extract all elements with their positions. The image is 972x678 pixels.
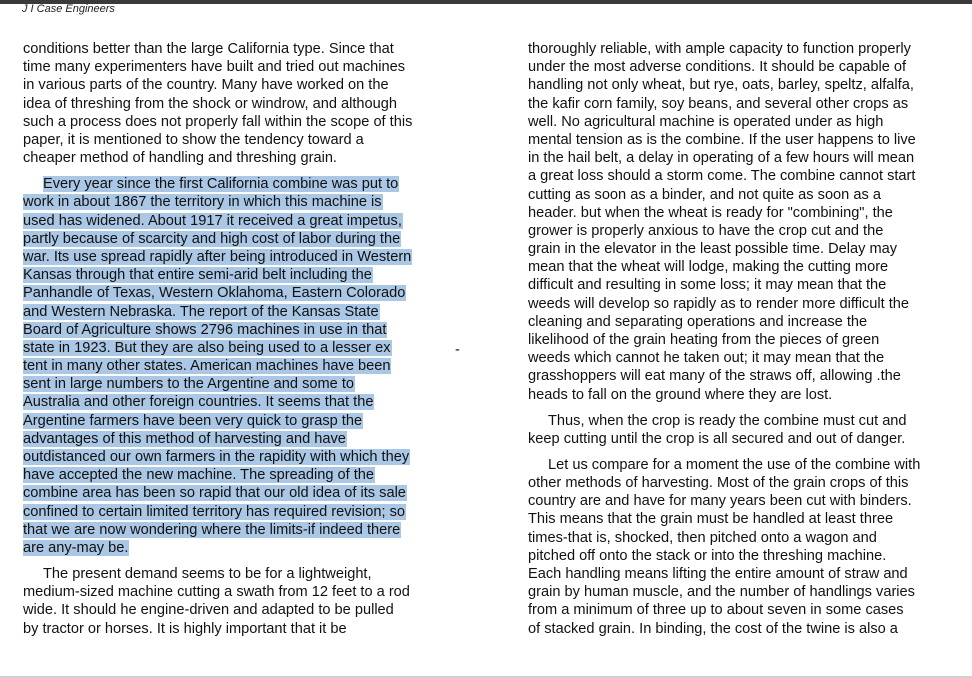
- paragraph-left-1: [23, 40, 463, 167]
- text-line: [528, 295, 964, 313]
- paragraph-right-2: [528, 412, 964, 448]
- text-line-content: Let us compare for a moment the use of the combine with: [548, 456, 921, 473]
- text-line: [23, 266, 463, 284]
- text-line: [528, 547, 964, 565]
- text-line-content: of stacked grain. In binding, the cost of the twine is also a: [528, 620, 898, 637]
- text-line: [23, 284, 463, 302]
- text-line-content: difficult and resulting in some loss; it may mean that the: [528, 277, 887, 294]
- text-line: [23, 430, 463, 448]
- text-line-content: are any-may be.: [23, 539, 129, 556]
- text-line: [23, 131, 463, 149]
- text-line: [23, 248, 463, 266]
- text-line: [23, 583, 463, 601]
- text-line-content: cheaper method of handling and threshing grain.: [23, 150, 337, 167]
- text-line-content: and Western Nebraska. The report of the Kansas State: [23, 303, 379, 320]
- text-line-content: state in 1923. But they are also being used to a lesser ex: [23, 339, 391, 356]
- paragraph-left-2-selected[interactable]: [23, 175, 463, 557]
- text-line-content: cutting as soon as a binder, and not quite as soon as a: [528, 186, 881, 203]
- text-line: [23, 375, 463, 393]
- text-line: [23, 321, 463, 339]
- text-line-content: combine area has been so rapid that our old idea of its sale: [23, 485, 406, 502]
- text-line: [23, 466, 463, 484]
- text-line-content: under the most adverse conditions. It should be capable of: [528, 59, 907, 76]
- stray-hyphen-mark: -: [455, 342, 460, 358]
- text-line-content: heads to fall on the ground where they are lost.: [528, 386, 833, 403]
- text-line-content: keep cutting until the crop is all secured and out of danger.: [528, 430, 906, 447]
- text-line-content: This means that the grain must be handled at least three: [528, 511, 894, 528]
- text-line: [23, 58, 463, 76]
- text-line-content: country are and have for many years been cut with binders.: [528, 493, 912, 510]
- text-line-content: advantages of this method of harvesting and have: [23, 430, 346, 447]
- text-line: [23, 448, 463, 466]
- text-line: [23, 503, 463, 521]
- text-line-content: war. Its use spread rapidly after being introduced in Western: [23, 248, 412, 265]
- text-line: [23, 412, 463, 430]
- text-line: [23, 230, 463, 248]
- text-line: [528, 456, 964, 474]
- text-line-content: outdistanced our own farmers in the rapidity with which they: [23, 449, 410, 466]
- text-line-content: work in about 1867 the territory in which this machine is: [23, 194, 382, 211]
- text-line-content: partly because of scarcity and high cost of labor during the: [23, 230, 401, 247]
- top-border: [0, 0, 972, 4]
- text-line-content: grower is properly anxious to have the crop cut and the: [528, 222, 884, 239]
- left-text-column: [23, 40, 463, 638]
- text-line-content: pitched off onto the stack or into the threshing machine.: [528, 547, 887, 564]
- paragraph-right-1: [528, 40, 964, 404]
- text-line-content: cleaning and separating operations and increase the: [528, 313, 868, 330]
- text-line-content: time many experimenters have built and tried out machines: [23, 59, 406, 76]
- text-line: [528, 430, 964, 448]
- text-line: [23, 484, 463, 502]
- text-line-content: Each handling means lifting the entire amount of straw and: [528, 566, 908, 583]
- text-line: [528, 331, 964, 349]
- text-line: [528, 204, 964, 222]
- text-line-content: Australia and other foreign countries. It seems that the: [23, 394, 374, 411]
- text-line-content: paper, it is mentioned to show the tendency toward a: [23, 131, 364, 148]
- text-line: [528, 113, 964, 131]
- text-line: [528, 601, 964, 619]
- text-line-content: times-that is, shocked, then pitched onto a wagon and: [528, 529, 877, 546]
- text-line: [528, 76, 964, 94]
- text-line: [23, 565, 463, 583]
- text-line-content: Argentine farmers have been very quick to grasp the: [23, 412, 363, 429]
- text-line-content: conditions better than the large California type. Since that: [23, 41, 394, 57]
- text-line: [528, 240, 964, 258]
- text-line: [23, 521, 463, 539]
- text-line: [23, 339, 463, 357]
- text-line: [528, 95, 964, 113]
- text-line: [528, 167, 964, 185]
- text-line-content: idea of threshing from the shock or windrow, and although: [23, 95, 397, 112]
- text-line: [528, 510, 964, 528]
- text-line: [528, 149, 964, 167]
- text-line-content: sent in large numbers to the Argentine and some to: [23, 376, 354, 393]
- text-line-content: header. but when the wheat is ready for "combining", the: [528, 204, 893, 221]
- text-line: [528, 131, 964, 149]
- text-line-content: wide. It should he engine-driven and adapted to be pulled: [23, 602, 394, 619]
- text-line-content: Board of Agriculture shows 2796 machines in use in that: [23, 321, 387, 338]
- text-line-content: other methods of harvesting. Most of the grain crops of this: [528, 475, 909, 492]
- text-line-content: used has widened. About 1917 it received a great impetus,: [23, 212, 402, 229]
- text-line: [23, 175, 463, 193]
- text-line: [528, 620, 964, 638]
- text-line: [528, 40, 964, 58]
- text-line: [23, 95, 463, 113]
- text-line: [23, 539, 463, 557]
- text-line-content: Kansas through that entire semi-arid belt including the: [23, 267, 372, 284]
- text-line-content: medium-sized machine cutting a swath from 12 feet to a rod: [23, 584, 410, 601]
- right-text-column: [528, 40, 964, 638]
- text-line: [23, 601, 463, 619]
- text-line-content: that we are now wondering where the limits-if indeed there: [23, 521, 401, 538]
- text-line: [23, 113, 463, 131]
- paragraph-right-3: [528, 456, 964, 638]
- text-line: [23, 357, 463, 375]
- text-line: [528, 349, 964, 367]
- text-line-content: weeds which cannot he taken out; it may mean that the: [528, 350, 885, 367]
- text-line-content: Every year since the first California combine was put to: [43, 176, 399, 193]
- text-line-content: handling not only wheat, but rye, oats, barley, speltz, alfalfa,: [528, 77, 914, 94]
- text-line-content: The present demand seems to be for a lightweight,: [43, 566, 372, 583]
- text-line: [23, 393, 463, 411]
- text-line: [23, 76, 463, 94]
- text-line: [528, 258, 964, 276]
- text-line-content: mental tension as is the combine. If the user happens to live: [528, 131, 916, 148]
- text-line-content: confined to certain limited territory has required revision; so: [23, 503, 406, 520]
- text-line: [528, 186, 964, 204]
- paragraph-left-3: [23, 565, 463, 638]
- text-line-content: in various parts of the country. Many have worked on the: [23, 77, 389, 94]
- text-line-content: from a minimum of three up to about seven in some cases: [528, 602, 904, 619]
- text-line: [23, 40, 463, 58]
- text-line: [528, 276, 964, 294]
- text-line: [528, 529, 964, 547]
- text-line: [528, 313, 964, 331]
- text-line-content: Thus, when the crop is ready the combine must cut and: [548, 412, 907, 429]
- text-line: [528, 492, 964, 510]
- text-line-content: the kafir corn family, soy beans, and several other crops as: [528, 95, 909, 112]
- text-line: [528, 222, 964, 240]
- text-line-content: grain by human muscle, and the number of handlings varies: [528, 584, 915, 601]
- text-line-content: a great loss should a storm come. The combine cannot start: [528, 168, 916, 185]
- text-line: [528, 474, 964, 492]
- text-line: [528, 565, 964, 583]
- text-line: [528, 58, 964, 76]
- text-line-content: grasshoppers will eat many of the straws off, allowing .the: [528, 368, 901, 385]
- text-line-content: Panhandle of Texas, Western Oklahoma, Eastern Colorado: [23, 285, 406, 302]
- text-line: [23, 620, 463, 638]
- text-line-content: mean that the wheat will lodge, making the cutting more: [528, 259, 889, 276]
- text-line: [23, 303, 463, 321]
- text-line: [528, 583, 964, 601]
- text-line-content: have accepted the new machine. The spreading of the: [23, 467, 375, 484]
- text-line-content: tent in many other states. American machines have been: [23, 358, 391, 375]
- text-line-content: in the hail belt, a delay in operating of a few hours will mean: [528, 150, 915, 167]
- text-line-content: by tractor or horses. It is highly important that it be: [23, 620, 347, 637]
- text-line: [528, 367, 964, 385]
- text-line-content: such a process does not properly fall within the scope of this: [23, 113, 413, 130]
- text-line: [23, 193, 463, 211]
- text-line: [23, 149, 463, 167]
- text-line-content: well. No agricultural machine is operated under as high: [528, 113, 884, 130]
- text-line-content: grain in the elevator in the least possible time. Delay may: [528, 241, 898, 258]
- text-line: [23, 212, 463, 230]
- document-header-title: J I Case Engineers: [22, 3, 115, 15]
- text-line: [528, 412, 964, 430]
- text-line-content: likelihood of the grain heating from the pieces of green: [528, 332, 880, 348]
- text-line: [528, 386, 964, 404]
- text-line-content: weeds will develop so rapidly as to render more difficult the: [528, 295, 909, 312]
- text-line-content: thoroughly reliable, with ample capacity to function properly: [528, 41, 911, 57]
